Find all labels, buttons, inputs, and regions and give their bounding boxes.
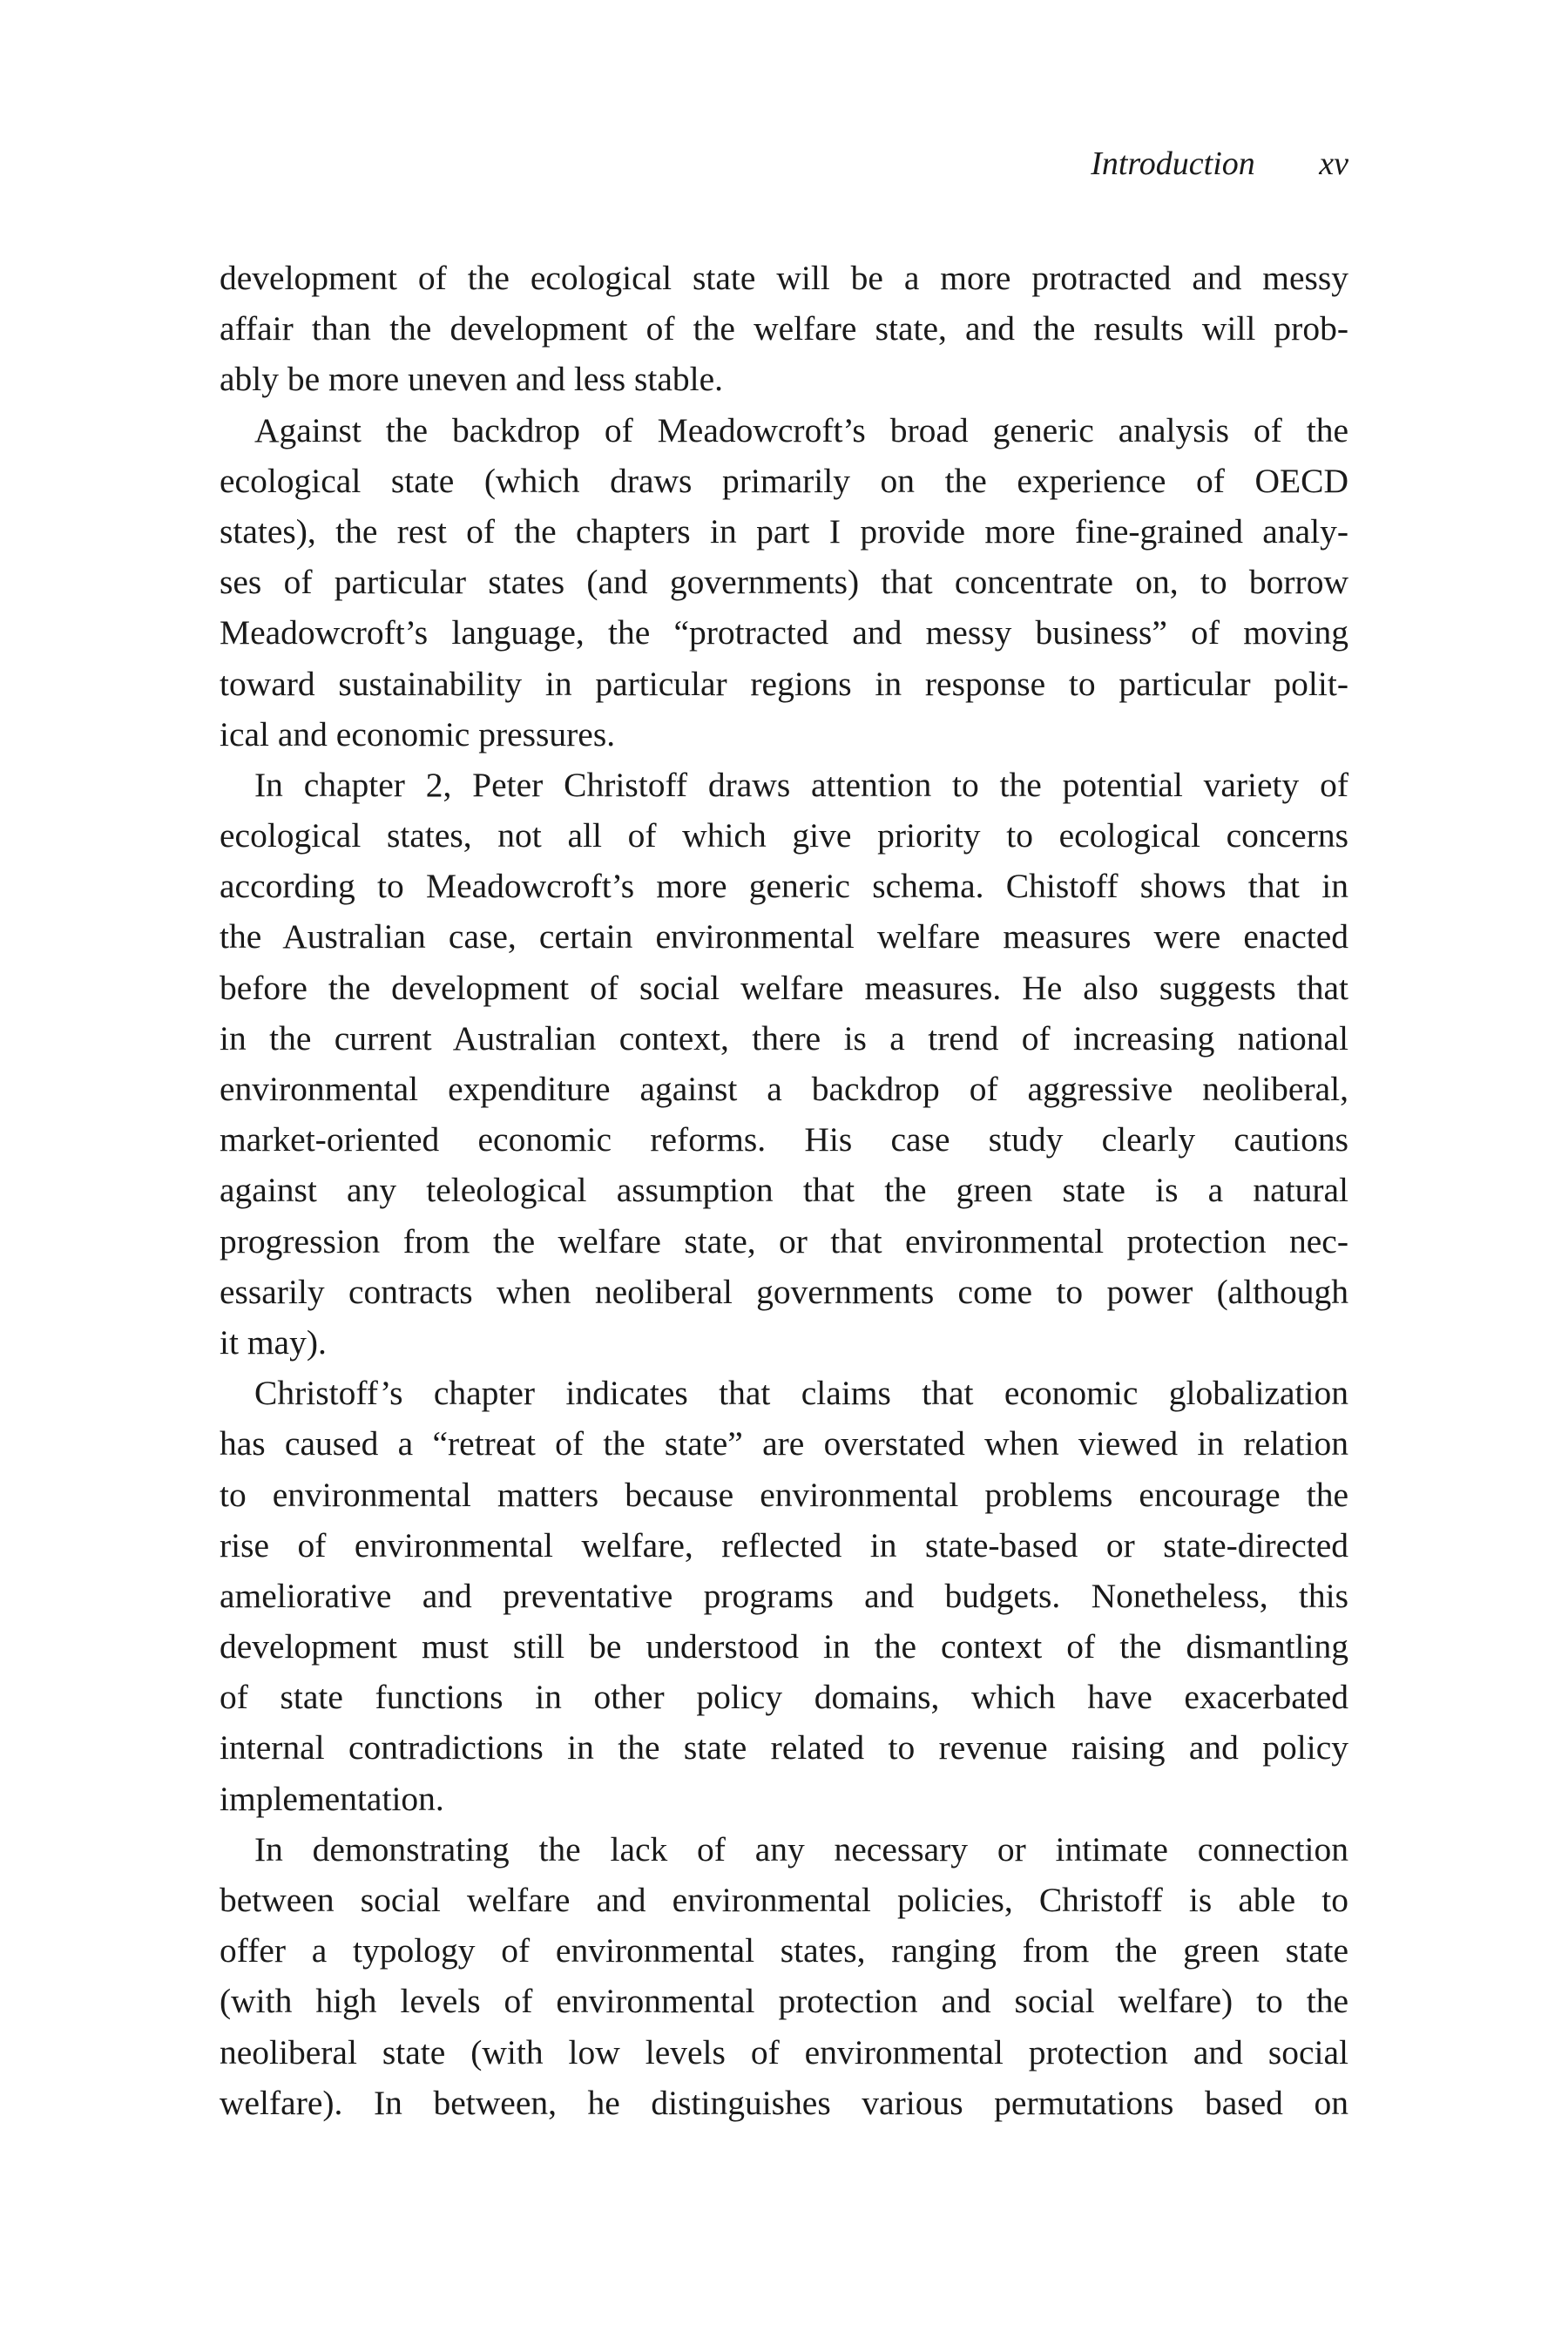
text-line: In demonstrating the lack of any necessary or intimate connection [254,1829,1348,1869]
text-line: ecological state (which draws primarily on the experience of OECD [220,461,1348,500]
paragraph [220,253,1348,405]
text-line: states), the rest of the chapters in part I provide more fine-grained analy- [220,511,1348,551]
text-line: development of the ecological state will be a more protracted and messy [220,259,1348,297]
text-line: Against the backdrop of Meadowcroft’s broad generic analysis of the [254,410,1348,449]
text-line: Meadowcroft’s language, the “protracted and messy business” of moving [220,613,1348,652]
text-line: affair than the development of the welfare state, and the results will prob- [220,309,1348,348]
running-head-title: Introduction [1091,145,1255,182]
text-line: In chapter 2, Peter Christoff draws attention to the potential variety of [254,765,1348,804]
text-line: offer a typology of environmental states, ranging from the green state [220,1931,1348,1970]
text-line: in the current Australian context, there is a trend of increasing national [220,1018,1348,1058]
text-line: progression from the welfare state, or that environmental protection nec- [220,1221,1348,1260]
text-line: it may). [220,1322,327,1362]
text-line: essarily contracts when neoliberal governments come to power (although [220,1272,1348,1311]
text-line: according to Meadowcroft’s more generic schema. Chistoff shows that in [220,867,1348,906]
text-line: environmental expenditure against a backdrop of aggressive neoliberal, [220,1070,1348,1108]
text-line: internal contradictions in the state related to revenue raising and policy [220,1728,1348,1767]
text-line: (with high levels of environmental protection and social welfare) to the [220,1982,1348,2021]
text-line: to environmental matters because environmental problems encourage the [220,1475,1348,1514]
text-line: between social welfare and environmental policies, Christoff is able to [220,1881,1348,1919]
paragraph [220,1824,1348,2128]
paragraph [220,405,1348,760]
text-line: ical and economic pressures. [220,714,616,754]
text-line: ses of particular states (and governments) that concentrate on, to borrow [220,563,1348,602]
text-line: ably be more uneven and less stable. [220,360,724,399]
page-number: xv [1319,145,1348,182]
text-line: market-oriented economic reforms. His case study clearly cautions [220,1120,1348,1159]
text-line: toward sustainability in particular regions in response to particular polit- [220,664,1348,703]
text-line: against any teleological assumption that the green state is a natural [220,1171,1348,1210]
running-head [220,139,1348,188]
body-text [220,253,1348,2128]
text-line: Christoff’s chapter indicates that claims that economic globalization [254,1374,1348,1413]
text-line: implementation. [220,1779,444,1818]
text-line: of state functions in other policy domains, which have exacerbated [220,1678,1348,1717]
text-line: development must still be understood in the context of the dismantling [220,1627,1348,1666]
text-line: welfare). In between, he distinguishes various permutations based on [220,2083,1348,2122]
paragraph [220,1368,1348,1824]
text-line: rise of environmental welfare, reflected in state-based or state-directed [220,1525,1348,1565]
paragraph [220,760,1348,1368]
text-line: the Australian case, certain environmental welfare measures were enacted [220,917,1348,956]
text-line: neoliberal state (with low levels of environmental protection and social [220,2032,1348,2072]
text-line: before the development of social welfare measures. He also suggests that [220,968,1348,1007]
text-line: ameliorative and preventative programs and budgets. Nonetheless, this [220,1576,1348,1615]
text-line: ecological states, not all of which give priority to ecological concerns [220,816,1348,855]
text-line: has caused a “retreat of the state” are overstated when viewed in relation [220,1424,1348,1463]
